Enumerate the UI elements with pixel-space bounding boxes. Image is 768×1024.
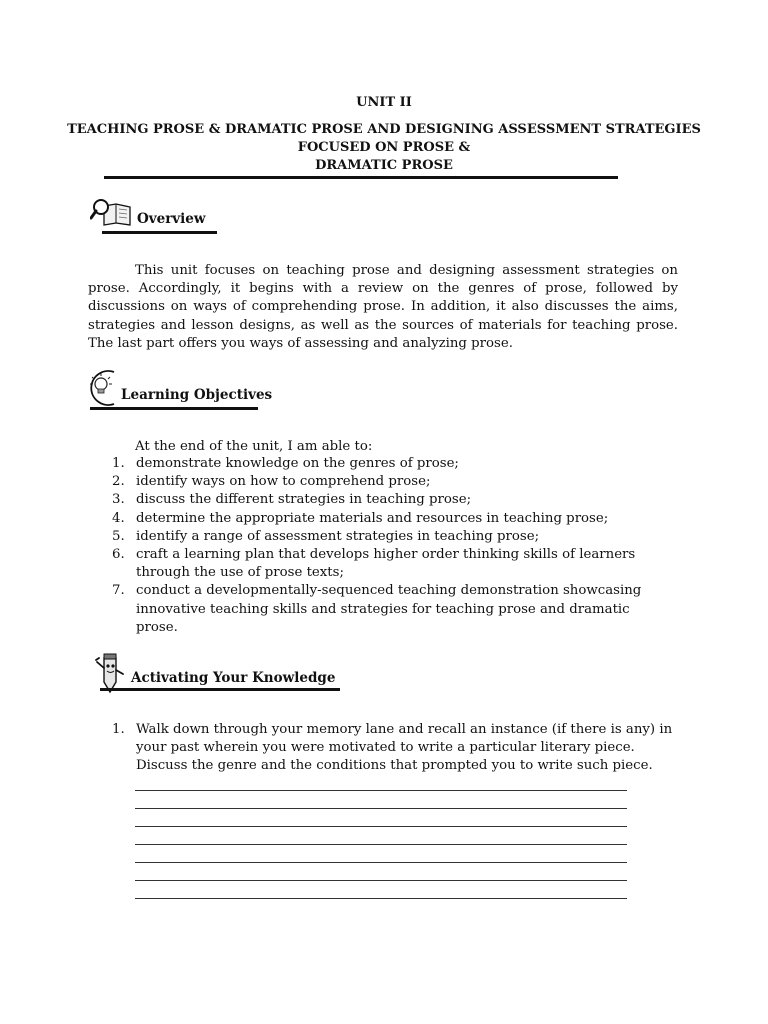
list-text: discuss the different strategies in teaching prose; bbox=[136, 492, 472, 508]
list-text: identify ways on how to comprehend prose; bbox=[136, 474, 431, 490]
activity-list bbox=[112, 721, 680, 776]
unit-title-line-3: DRAMATIC PROSE bbox=[315, 158, 453, 173]
list-number: 7. bbox=[112, 583, 125, 599]
list-item bbox=[112, 510, 672, 528]
list-text: conduct a developmentally-sequenced teaching demonstration showcasing innovative teaching skills and strategies for teaching prose and dramatic prose. bbox=[136, 583, 642, 635]
list-item bbox=[112, 528, 672, 546]
list-number: 5. bbox=[112, 528, 125, 544]
activating-heading: Activating Your Knowledge bbox=[131, 670, 336, 686]
title-underline bbox=[104, 176, 618, 179]
list-number: 6. bbox=[112, 547, 125, 563]
overview-underline bbox=[102, 231, 217, 234]
answer-line[interactable] bbox=[135, 880, 627, 881]
list-item bbox=[112, 721, 680, 776]
objectives-heading: Learning Objectives bbox=[121, 387, 273, 403]
answer-line[interactable] bbox=[135, 898, 627, 899]
overview-heading: Overview bbox=[137, 211, 206, 227]
answer-line[interactable] bbox=[135, 790, 627, 791]
list-number: 4. bbox=[112, 510, 125, 526]
list-text: identify a range of assessment strategies in teaching prose; bbox=[136, 528, 540, 544]
list-text: determine the appropriate materials and resources in teaching prose; bbox=[136, 510, 609, 526]
answer-line[interactable] bbox=[135, 808, 627, 809]
list-number: 1. bbox=[112, 456, 125, 471]
answer-line[interactable] bbox=[135, 862, 627, 863]
list-item bbox=[112, 546, 672, 582]
unit-title-line-2: FOCUSED ON PROSE & bbox=[297, 140, 471, 155]
unit-label: UNIT II bbox=[356, 95, 412, 110]
list-text: craft a learning plan that develops higher order thinking skills of learners through the use of prose texts; bbox=[136, 547, 636, 581]
list-number: 3. bbox=[112, 492, 125, 508]
list-item bbox=[112, 491, 672, 509]
list-number: 1. bbox=[112, 722, 125, 737]
activity-prompt: Walk down through your memory lane and recall an instance (if there is any) in your past wherein you were motivated to write a particular literary piece. bbox=[136, 722, 673, 756]
list-text: demonstrate knowledge on the genres of prose; bbox=[136, 456, 459, 471]
objectives-intro: At the end of the unit, I am able to: bbox=[135, 439, 373, 454]
objectives-list bbox=[112, 455, 672, 637]
overview-paragraph: This unit focuses on teaching prose and designing assessment strategies on prose. Accordingly, it begins with a review on the genres of prose, followed by discussions on ways of comprehending prose. In addition, it also discusses the aims, strategies and lesson designs, as well as the sources of materials for teaching prose. The last part offers you ways of assessing and analyzing prose. bbox=[88, 263, 678, 351]
activity-instruction: Discuss the genre and the conditions that prompted you to write such piece. bbox=[136, 758, 653, 774]
activating-underline bbox=[100, 688, 340, 691]
lightbulb-icon bbox=[84, 368, 120, 408]
list-item bbox=[112, 455, 672, 473]
list-number: 2. bbox=[112, 474, 125, 490]
unit-title-line-1: TEACHING PROSE & DRAMATIC PROSE AND DESIGNING ASSESSMENT STRATEGIES bbox=[67, 122, 701, 137]
magnifier-book-icon bbox=[90, 197, 132, 229]
objectives-underline bbox=[90, 407, 258, 410]
list-item bbox=[112, 473, 672, 491]
list-item bbox=[112, 582, 672, 637]
answer-line[interactable] bbox=[135, 826, 627, 827]
answer-line[interactable] bbox=[135, 844, 627, 845]
